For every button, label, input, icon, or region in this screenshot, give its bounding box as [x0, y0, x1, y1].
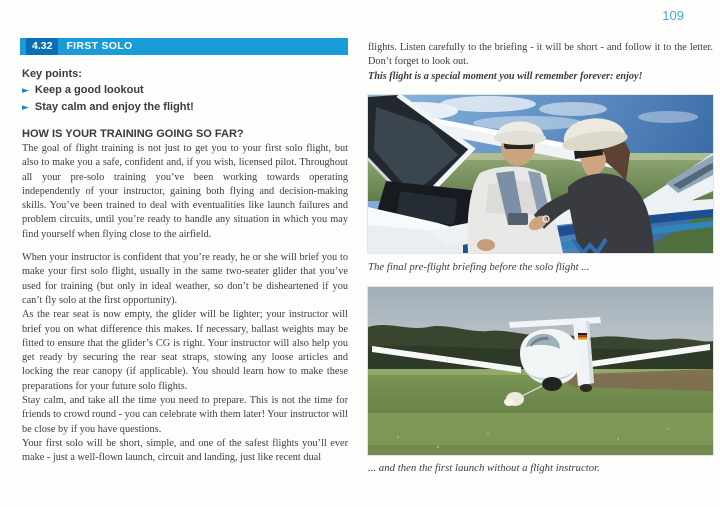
right-column	[368, 0, 713, 507]
key-points-heading: Key points:	[22, 68, 82, 80]
key-point-label: Keep a good lookout	[34, 84, 144, 96]
key-point-item	[22, 99, 348, 116]
page-number: 109	[662, 8, 684, 23]
emphasis-line: This flight is a special moment you will remember forever: enjoy!	[368, 71, 643, 83]
right-column-text	[368, 41, 713, 84]
section-banner	[20, 38, 348, 55]
section-title: FIRST SOLO	[66, 40, 133, 52]
subsection-heading: HOW IS YOUR TRAINING GOING SO FAR?	[22, 128, 244, 140]
photo-caption: The final pre-flight briefing before the solo flight ...	[368, 261, 590, 273]
left-column	[22, 127, 348, 466]
body-paragraph: As the rear seat is now empty, the glider will be lighter; your instructor will brief you on what difference this makes. If necessary, ballast weights may be fitted to ensure that the glider’s CG is right. Your instructor will also help you get ready by securing the rear seat straps, stowing any loose articles and locking the rear canopy (if applicable). You should learn how to make these preparations for your future solo flights.	[22, 309, 348, 392]
pre-flight-briefing-photo	[368, 95, 713, 253]
key-points	[22, 66, 348, 116]
body-paragraph: flights. Listen carefully to the briefing - it will be short - and follow it to the letter. Don’t forget to look out.	[368, 42, 713, 68]
section-number: 4.32	[26, 38, 58, 55]
first-launch-photo	[368, 287, 713, 455]
body-paragraph: Stay calm, and take all the time you need to prepare. This is not the time for friends to crowd round - you can celebrate with them later! Your instructor will be close by if you have questions.	[22, 395, 348, 435]
key-point-item	[22, 82, 348, 99]
body-paragraph: When your instructor is confident that you’re ready, he or she will brief you to make your first solo flight, usually in the same two-seater glider that you’ve used for training (but only in ideal weather, so don’t be disheartened if you can’t fly solo at the first opportunity).	[22, 252, 348, 306]
key-point-label: Stay calm and enjoy the flight!	[34, 101, 194, 113]
body-paragraph: Your first solo will be short, simple, and one of the safest flights you’ll ever make - just a well-flown launch, circuit and landing, just like recent dual	[22, 437, 348, 464]
body-paragraph: The goal of flight training is not just to get you to your first solo flight, but also to make you a safe, confident and, if you wish, licensed pilot. Throughout all your pre-solo training you’ve been working towards operating independently of your instructor, gaining both flying and decision-making skills. You’ve been trained to deal with eventualities like launch failures and problem circuits, until you’re ready to handle any situation in which you may find yourself when flying close to the airfield.	[22, 143, 348, 240]
bullet-arrow-icon: ►	[22, 86, 29, 96]
photo-caption: ... and then the first launch without a flight instructor.	[368, 462, 600, 474]
bullet-arrow-icon: ►	[22, 103, 29, 113]
